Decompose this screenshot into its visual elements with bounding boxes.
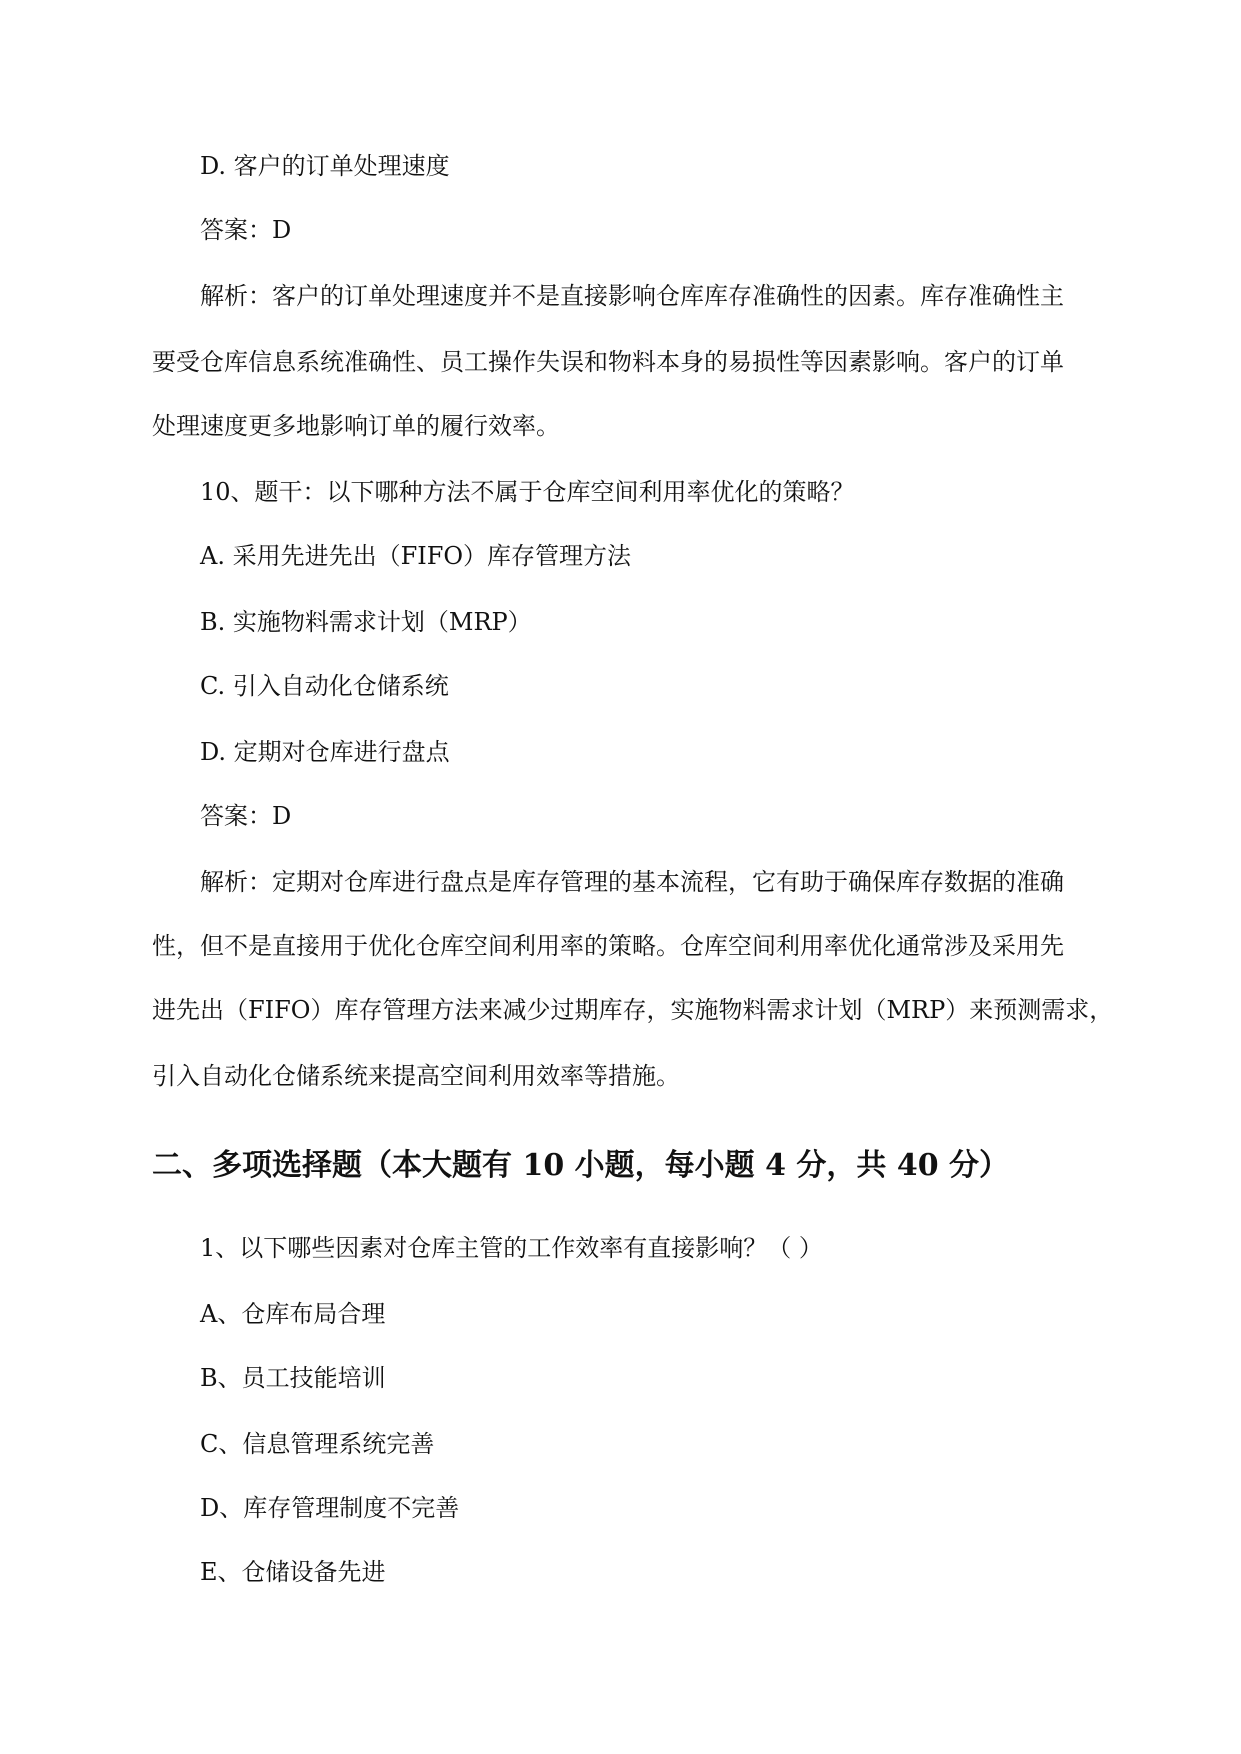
q10-option-d: D. 定期对仓库进行盘点: [200, 738, 450, 766]
q10-option-c: C. 引入自动化仓储系统: [200, 672, 449, 700]
mq1-stem: 1、以下哪些因素对仓库主管的工作效率有直接影响？（ ）: [200, 1234, 823, 1262]
mq1-option-c: C、信息管理系统完善: [200, 1430, 435, 1458]
q10-option-b: B. 实施物料需求计划（MRP）: [200, 608, 532, 636]
mq1-option-a: A、仓库布局合理: [200, 1300, 386, 1328]
mq1-option-d: D、库存管理制度不完善: [200, 1494, 460, 1522]
q9-answer: 答案：D: [200, 216, 292, 244]
q10-explanation-line-1: 解析：定期对仓库进行盘点是库存管理的基本流程，它有助于确保库存数据的准确: [200, 868, 1064, 896]
mq1-option-b: B、员工技能培训: [200, 1364, 386, 1392]
mq1-option-e: E、仓储设备先进: [200, 1558, 386, 1586]
q10-stem: 10、题干：以下哪种方法不属于仓库空间利用率优化的策略？: [200, 478, 855, 506]
q10-answer: 答案：D: [200, 802, 292, 830]
q10-explanation-line-2: 性，但不是直接用于优化仓库空间利用率的策略。仓库空间利用率优化通常涉及采用先: [152, 932, 1064, 960]
q9-option-d: D. 客户的订单处理速度: [200, 152, 450, 180]
q10-explanation-line-3: 进先出（FIFO）库存管理方法来减少过期库存，实施物料需求计划（MRP）来预测需求，: [152, 996, 1114, 1024]
q10-option-a: A. 采用先进先出（FIFO）库存管理方法: [200, 542, 632, 570]
q9-explanation-line-1: 解析：客户的订单处理速度并不是直接影响仓库库存准确性的因素。库存准确性主: [200, 282, 1064, 310]
section-heading: 二、多项选择题（本大题有 10 小题，每小题 4 分，共 40 分）: [152, 1148, 1010, 1183]
q9-explanation-line-2: 要受仓库信息系统准确性、员工操作失误和物料本身的易损性等因素影响。客户的订单: [152, 348, 1064, 376]
q10-explanation-line-4: 引入自动化仓储系统来提高空间利用效率等措施。: [152, 1062, 680, 1090]
q9-explanation-line-3: 处理速度更多地影响订单的履行效率。: [152, 412, 560, 440]
